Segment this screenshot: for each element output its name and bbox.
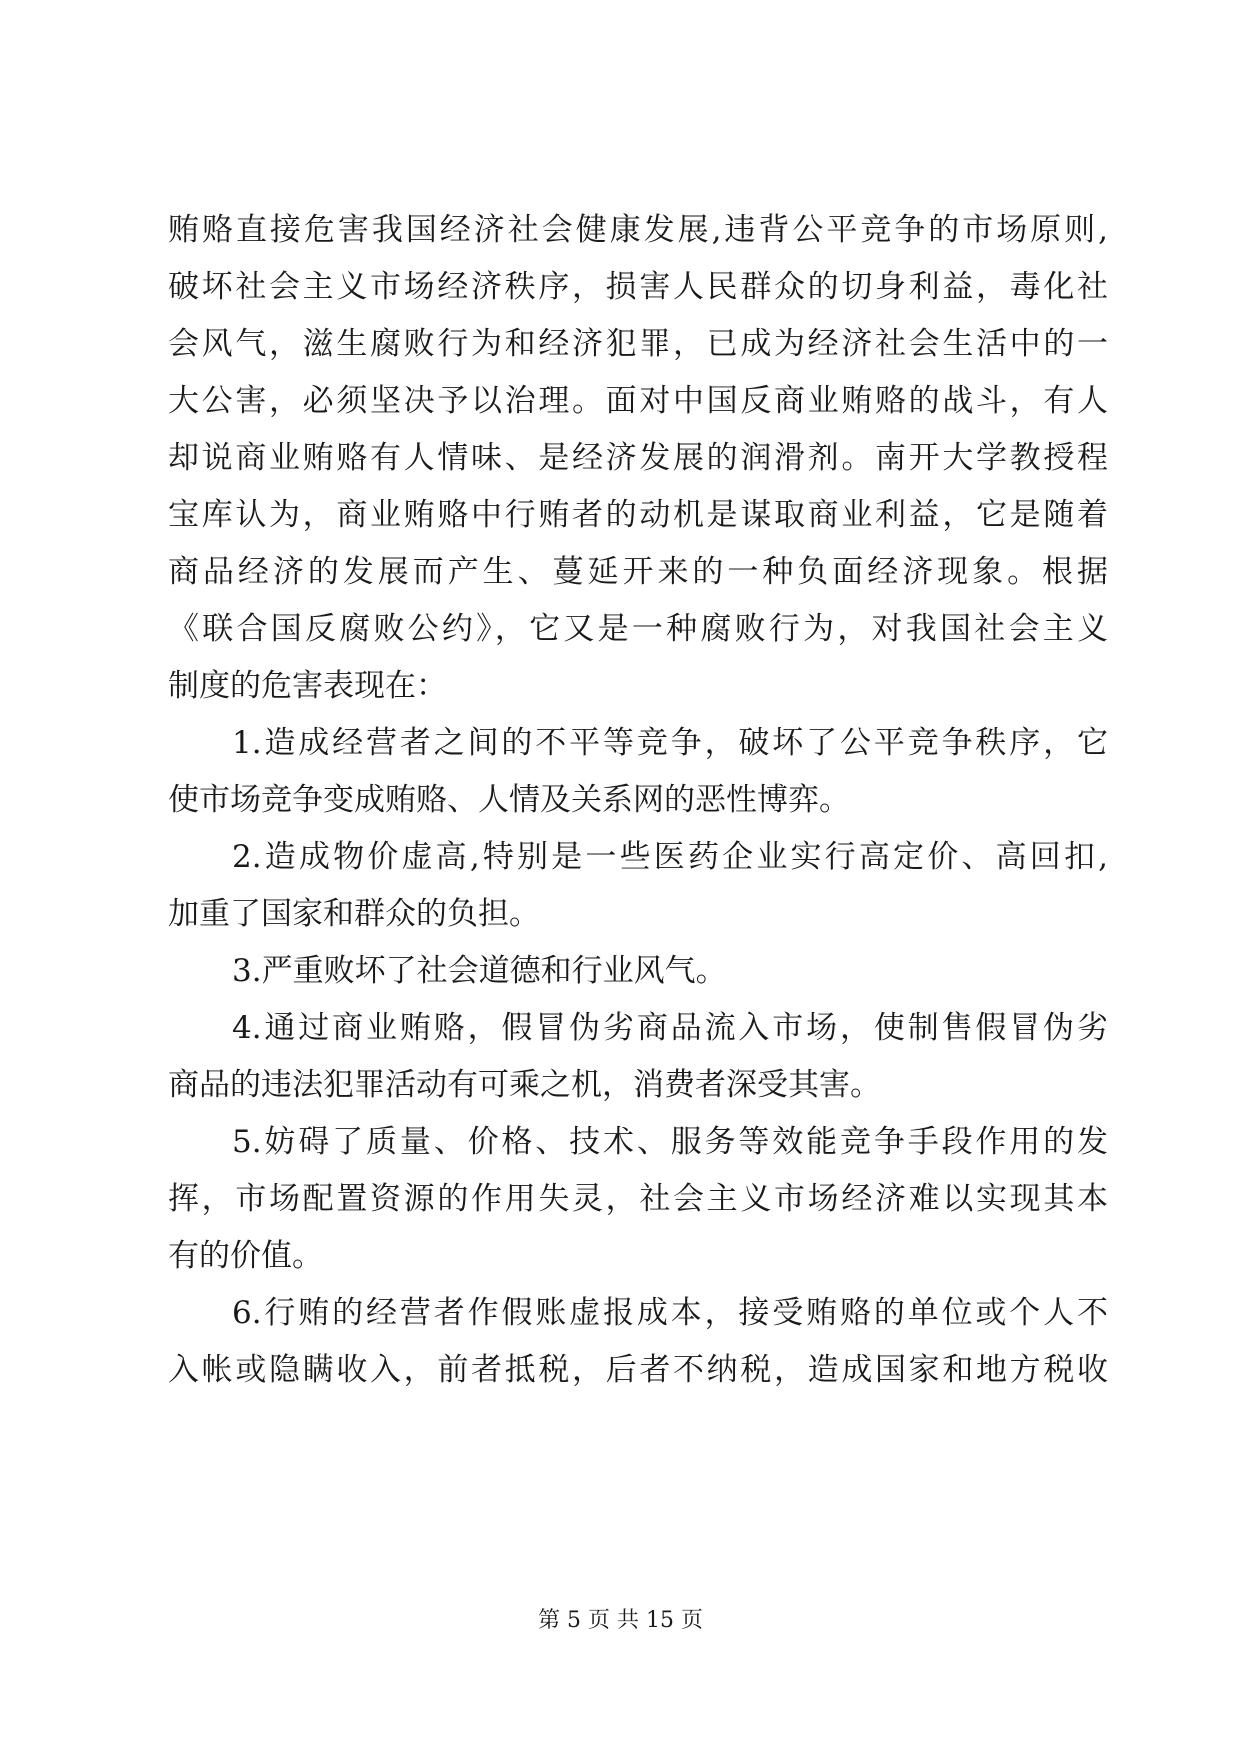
list-item-6-line: 入帐或隐瞒收入，前者抵税，后者不纳税，造成国家和地方税收 [168,1352,1108,1388]
list-item-1-line: 使市场竞争变成贿赂、人情及关系网的恶性博弈。 [168,782,850,818]
list-item-1-line: 1.造成经营者之间的不平等竞争，破坏了公平竞争秩序，它 [232,725,1108,761]
list-item-2-line: 加重了国家和群众的负担。 [168,896,540,932]
page-footer: 第 5 页 共 15 页 [538,1608,703,1633]
paragraph-line: 贿赂直接危害我国经济社会健康发展,违背公平竞争的市场原则, [168,212,1108,248]
list-item-3-line: 3.严重败坏了社会道德和行业风气。 [232,953,727,989]
paragraph-line: 会风气，滋生腐败行为和经济犯罪，已成为经济社会生活中的一 [168,326,1108,362]
paragraph-line: 宝库认为，商业贿赂中行贿者的动机是谋取商业利益，它是随着 [168,497,1108,533]
paragraph-line: 商品经济的发展而产生、蔓延开来的一种负面经济现象。根据 [168,554,1108,590]
list-item-6-line: 6.行贿的经营者作假账虚报成本，接受贿赂的单位或个人不 [232,1295,1108,1331]
list-item-5-line: 5.妨碍了质量、价格、技术、服务等效能竞争手段作用的发 [232,1124,1108,1160]
paragraph-line: 制度的危害表现在： [168,668,447,704]
list-item-4-line: 4.通过商业贿赂，假冒伪劣商品流入市场，使制售假冒伪劣 [232,1010,1108,1046]
paragraph-line: 大公害，必须坚决予以治理。面对中国反商业贿赂的战斗，有人 [168,383,1108,419]
list-item-5-line: 挥，市场配置资源的作用失灵，社会主义市场经济难以实现其本 [168,1181,1108,1217]
list-item-4-line: 商品的违法犯罪活动有可乘之机，消费者深受其害。 [168,1067,881,1103]
list-item-2-line: 2.造成物价虚高,特别是一些医药企业实行高定价、高回扣, [232,839,1108,875]
paragraph-line: 破坏社会主义市场经济秩序，损害人民群众的切身利益，毒化社 [168,269,1108,305]
paragraph-line: 《联合国反腐败公约》，它又是一种腐败行为，对我国社会主义 [168,611,1108,647]
paragraph-line: 却说商业贿赂有人情味、是经济发展的润滑剂。南开大学教授程 [168,440,1108,476]
list-item-5-line: 有的价值。 [168,1238,323,1274]
